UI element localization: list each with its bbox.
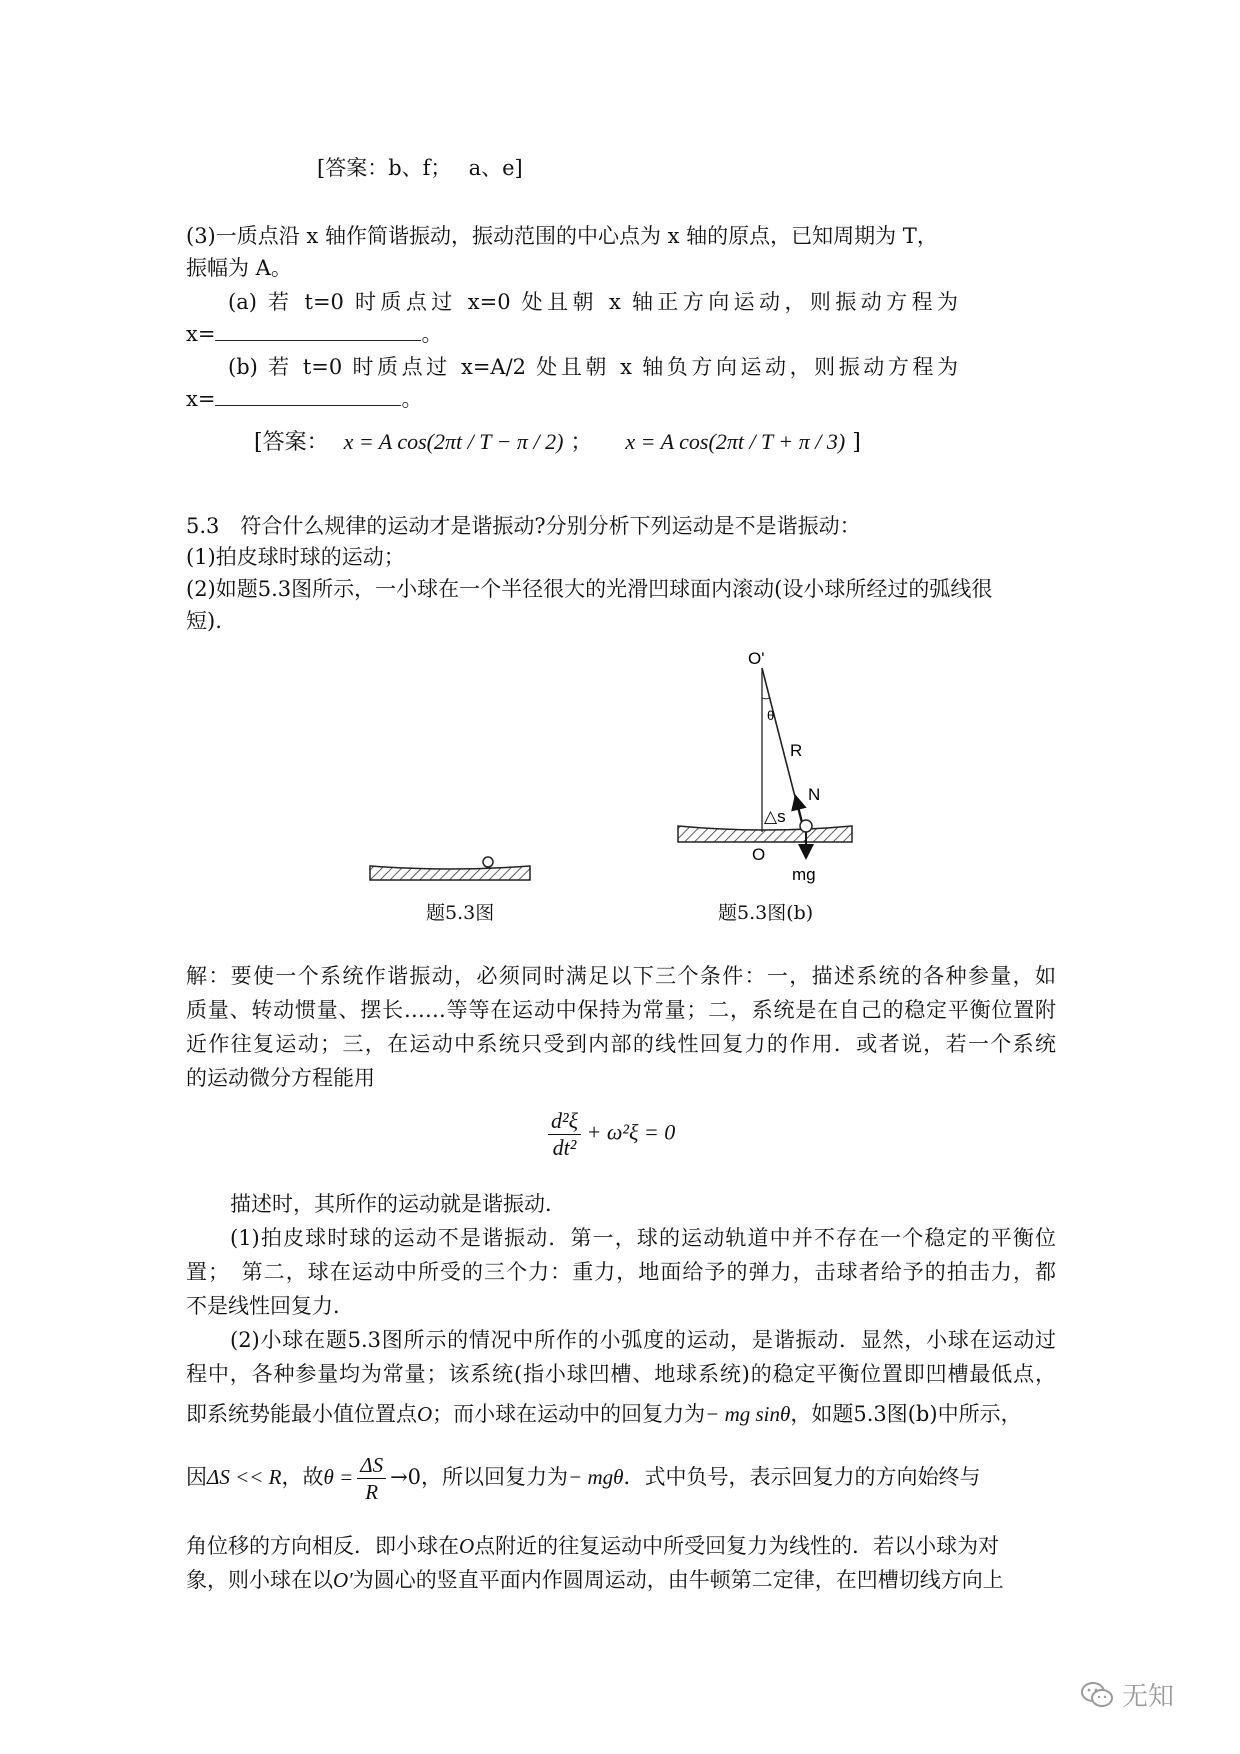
q3b-answer-line bbox=[186, 385, 422, 413]
figure-b bbox=[670, 648, 860, 888]
text: 象，则小球在以 bbox=[186, 1568, 333, 1592]
label-n: N bbox=[808, 785, 821, 804]
label-delta-s: △s bbox=[764, 807, 786, 826]
solution-p1-line2: 质量、转动惯量、摆长……等等在运动中保持为常量；二，系统是在自己的稳定平衡位置附 bbox=[186, 998, 1056, 1022]
text: 为圆心的竖直平面内作圆周运动，由牛顿第二定律，在凹槽切线方向上 bbox=[352, 1568, 1004, 1592]
previous-answer: [答案：b、f； a、e] bbox=[317, 156, 523, 180]
q3b-period: 。 bbox=[401, 387, 423, 411]
solution-p4-line4 bbox=[186, 1452, 980, 1505]
ball bbox=[800, 820, 812, 832]
answer-equation-a: x = A cos(2πt / T − π / 2) bbox=[343, 429, 564, 454]
answer-separator: ； bbox=[570, 430, 593, 455]
label-o: O bbox=[752, 845, 766, 864]
q3a-period: 。 bbox=[421, 322, 443, 346]
text: ，如题5.3图(b)中所示， bbox=[790, 1402, 1022, 1426]
restoring-force-expr: − mg sinθ bbox=[705, 1402, 791, 1426]
groove-surface bbox=[370, 866, 530, 880]
wechat-icon bbox=[1080, 1681, 1114, 1709]
q3b-blank bbox=[215, 385, 401, 406]
point-o: O bbox=[459, 1534, 475, 1558]
point-o-prime: O′ bbox=[333, 1568, 353, 1592]
fraction-denominator: R bbox=[365, 1480, 379, 1504]
figure-a-caption: 题5.3图 bbox=[426, 902, 495, 924]
text: ．式中负号，表示回复力的方向始终与 bbox=[623, 1465, 981, 1489]
solution-p1-line4: 的运动微分方程能用 bbox=[186, 1066, 375, 1090]
solution-p1-line3: 近作往复运动；三，在运动中系统只受到内部的线性回复力的作用．或者说，若一个系统 bbox=[186, 1032, 1056, 1056]
q3-answer bbox=[254, 428, 861, 457]
text: 角位移的方向相反．即小球在 bbox=[186, 1534, 459, 1558]
solution-p4-line6 bbox=[186, 1566, 1004, 1594]
solution-p4-line3 bbox=[186, 1400, 1022, 1428]
differential-equation bbox=[548, 1108, 675, 1161]
x-prefix: x= bbox=[186, 387, 216, 411]
text: 因 bbox=[186, 1465, 207, 1489]
q3-intro-line2: 振幅为 A。 bbox=[186, 256, 292, 280]
q53-item2-line1: (2)如题5.3图所示，一小球在一个半径很大的光滑凹球面内滚动(设小球所经过的弧线很 bbox=[186, 577, 993, 601]
q3a-blank bbox=[215, 320, 421, 341]
point-o: O bbox=[417, 1402, 433, 1426]
solution-p4-line2: 程中，各种参量均为常量；该系统(指小球凹槽、地球系统)的稳定平衡位置即凹槽最低点， bbox=[186, 1362, 1056, 1386]
watermark bbox=[1080, 1676, 1174, 1713]
groove-surface bbox=[678, 826, 852, 842]
watermark-text: 无知 bbox=[1122, 1682, 1175, 1712]
x-prefix: x= bbox=[186, 322, 216, 346]
text: 点附近的往复运动中所受回复力为线性的．若以小球为对 bbox=[474, 1534, 1000, 1558]
q53-item2-line2: 短). bbox=[186, 609, 222, 633]
answer-equation-b: x = A cos(2πt / T + π / 3) bbox=[625, 429, 846, 454]
equation-fraction bbox=[548, 1108, 581, 1161]
label-r: R bbox=[790, 741, 803, 760]
solution-p3-line1: (1)拍皮球时球的运动不是谐振动．第一，球的运动轨道中并不存在一个稳定的平衡位 bbox=[230, 1226, 1056, 1250]
text: 即系统势能最小值位置点 bbox=[186, 1402, 417, 1426]
solution-p4-line1: (2)小球在题5.3图所示的情况中所作的小弧度的运动，是谐振动．显然，小球在运动过 bbox=[230, 1328, 1056, 1352]
theta-expr: θ = bbox=[323, 1465, 354, 1489]
theta-fraction bbox=[357, 1452, 386, 1505]
linear-force-expr: − mgθ bbox=[568, 1465, 624, 1489]
q53-item1: (1)拍皮球时球的运动； bbox=[186, 545, 405, 569]
ball bbox=[483, 857, 493, 867]
figure-a bbox=[360, 840, 540, 890]
label-mg: mg bbox=[792, 865, 816, 884]
q3a-text: (a) 若 t=0 时质点过 x=0 处且朝 x 轴正方向运动，则振动方程为 bbox=[228, 290, 958, 314]
solution-p2: 描述时，其所作的运动就是谐振动． bbox=[230, 1192, 566, 1216]
answer-suffix: ] bbox=[852, 430, 861, 455]
equation-denominator: dt² bbox=[552, 1135, 577, 1160]
fraction-numerator: ΔS bbox=[357, 1452, 386, 1479]
solution-p4-line5 bbox=[186, 1532, 999, 1560]
q53-title: 5.3 符合什么规律的运动才是谐振动?分别分析下列运动是不是谐振动： bbox=[186, 514, 861, 538]
normal-force-arrow bbox=[796, 798, 802, 822]
inequality-expr: ΔS << R bbox=[207, 1465, 282, 1489]
solution-p3-line2: 置； 第二，球在运动中所受的三个力：重力，地面给予的弹力，击球者给予的拍击力，都 bbox=[186, 1260, 1056, 1284]
answer-prefix: [答案： bbox=[254, 430, 329, 455]
figure-b-caption: 题5.3图(b) bbox=[718, 902, 814, 924]
label-theta: θ bbox=[767, 708, 775, 723]
text: →0，所以回复力为 bbox=[390, 1465, 569, 1489]
q3-intro-line1: (3)一质点沿 x 轴作简谐振动，振动范围的中心点为 x 轴的原点，已知周期为 T， bbox=[186, 224, 938, 248]
q3a-answer-line bbox=[186, 320, 442, 348]
equation-rest: + ω²ξ = 0 bbox=[586, 1119, 676, 1145]
text: ；而小球在运动中的回复力为 bbox=[432, 1402, 706, 1426]
q3b-text: (b) 若 t=0 时质点过 x=A/2 处且朝 x 轴负方向运动，则振动方程为 bbox=[228, 355, 958, 379]
label-o-prime: O' bbox=[748, 649, 765, 668]
solution-p3-line3: 不是线性回复力． bbox=[186, 1294, 354, 1318]
text: ，故 bbox=[281, 1465, 324, 1489]
equation-numerator: d²ξ bbox=[548, 1108, 581, 1135]
solution-p1-line1: 解：要使一个系统作谐振动，必须同时满足以下三个条件：一，描述系统的各种参量，如 bbox=[186, 964, 1056, 988]
